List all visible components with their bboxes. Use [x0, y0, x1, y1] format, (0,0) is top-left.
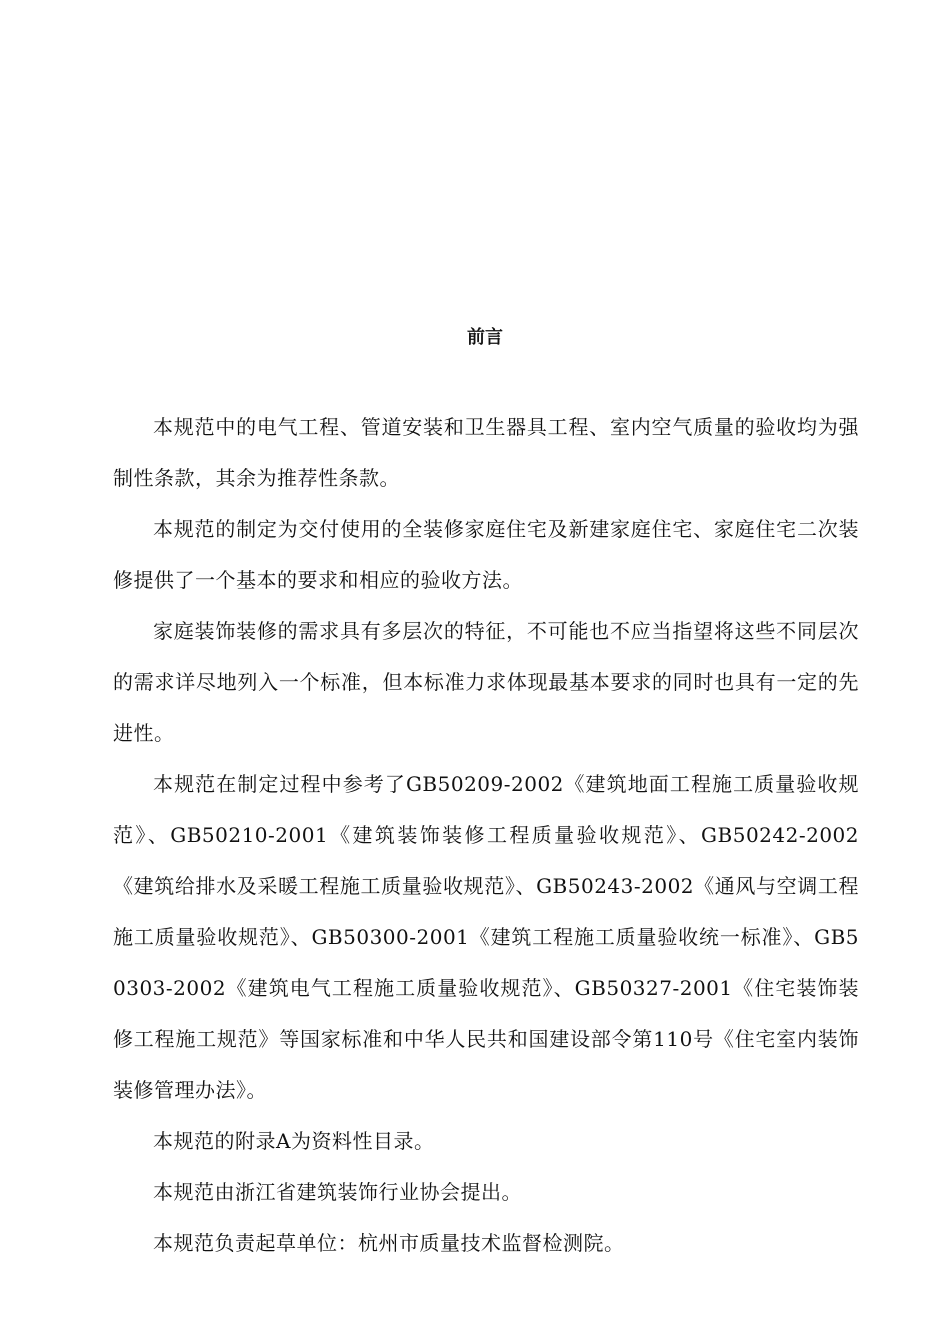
paragraph-references: 本规范在制定过程中参考了GB50209-2002《建筑地面工程施工质量验收规范》、GB50210-2001《建筑装饰装修工程质量验收规范》、GB50242-2002《建筑给排水及采暖工程施工质量验收规范》、GB50243-2002《通风与空调工程施工质量验收规范》、GB50300-2001《建筑工程施工质量验收统一标准》、GB50303-2002《建筑电气工程施工质量验收规范》、GB50327-2001《住宅装饰装修工程施工规范》等国家标准和中华人民共和国建设部令第110号《住宅室内装饰装修管理办法》。 — [113, 772, 859, 1102]
paragraph-proposer: 本规范由浙江省建筑装饰行业协会提出。 — [153, 1180, 522, 1204]
foreword-body — [113, 402, 859, 1269]
paragraph-mandatory-clauses: 本规范中的电气工程、管道安装和卫生器具工程、室内空气质量的验收均为强制性条款，其余为推荐性条款。 — [113, 415, 859, 490]
paragraph-appendix: 本规范的附录A为资料性目录。 — [153, 1129, 435, 1153]
paragraph-drafting-unit: 本规范负责起草单位：杭州市质量技术监督检测院。 — [153, 1231, 625, 1255]
page-title: 前言 — [467, 327, 503, 348]
paragraph-requirements-levels: 家庭装饰装修的需求具有多层次的特征，不可能也不应当指望将这些不同层次的需求详尽地列入一个标准，但本标准力求体现最基本要求的同时也具有一定的先进性。 — [113, 619, 859, 745]
paragraph-purpose: 本规范的制定为交付使用的全装修家庭住宅及新建家庭住宅、家庭住宅二次装修提供了一个基本的要求和相应的验收方法。 — [113, 517, 859, 592]
